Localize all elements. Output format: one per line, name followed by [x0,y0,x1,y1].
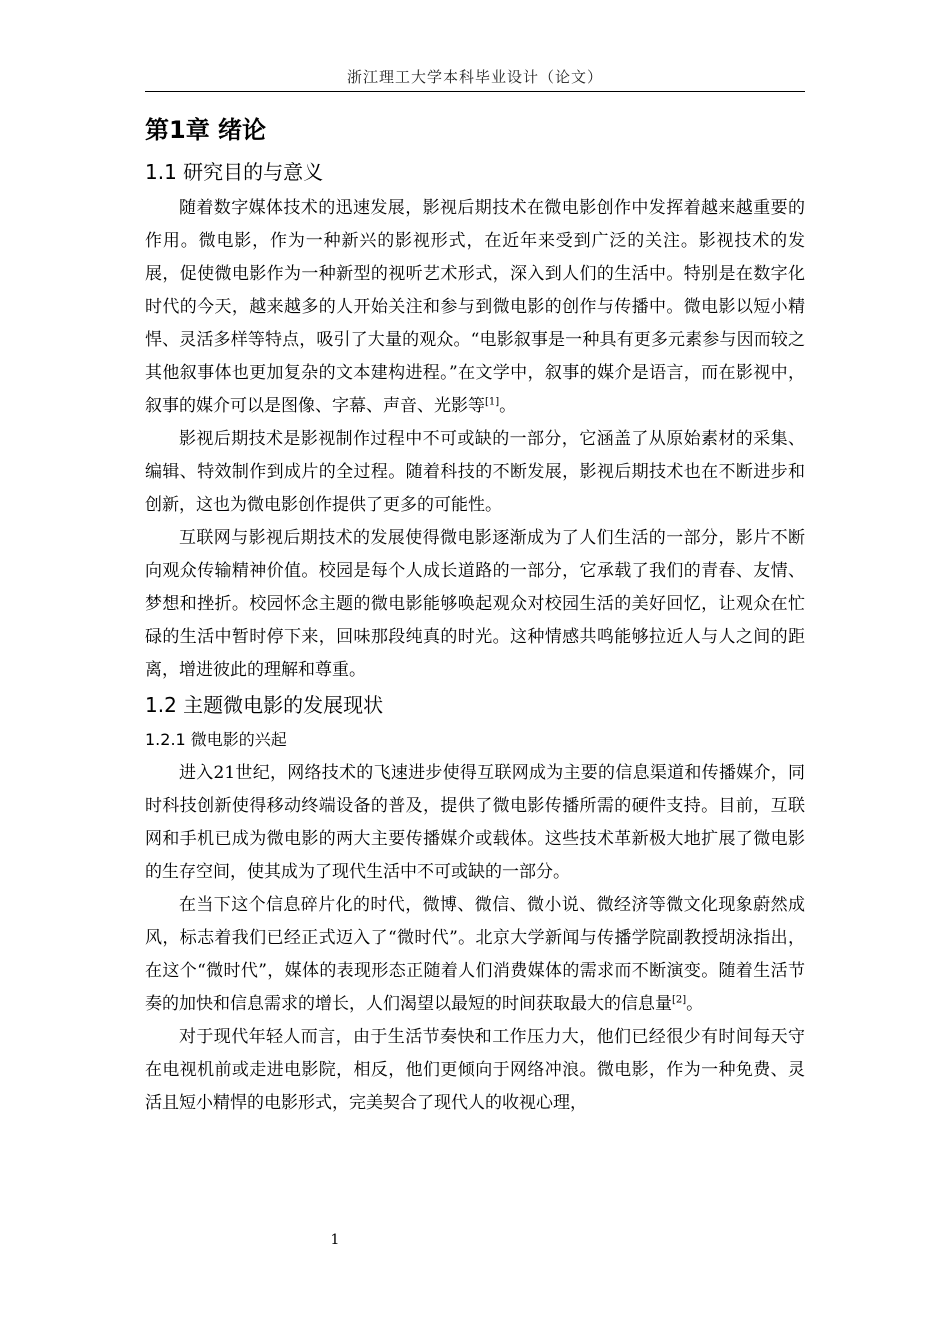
section-1-2-1-paragraph-2 [145,889,805,1021]
section-1-2-title: 1.2 主题微电影的发展现状 [145,693,384,717]
chapter-title: 第1章 绪论 [145,116,267,144]
section-1-2-1-paragraph-3: 对于现代年轻人而言，由于生活节奏快和工作压力大，他们已经很少有时间每天守在电视机前或走进电影院，相反，他们更倾向于网络冲浪。微电影，作为一种免费、灵活且短小精悍的电影形式，完美契合了现代人的收视心理， [145,1027,805,1113]
section-1-2-1-paragraph-1: 进入21世纪，网络技术的飞速进步使得互联网成为主要的信息渠道和传播媒介，同时科技创新使得移动终端设备的普及，提供了微电影传播所需的硬件支持。目前，互联网和手机已成为微电影的两大主要传播媒介或载体。这些技术革新极大地扩展了微电影的生存空间，使其成为了现代生活中不可或缺的一部分。 [145,763,805,882]
paragraph-text: 随着数字媒体技术的迅速发展，影视后期技术在微电影创作中发挥着越来越重要的作用。微电影，作为一种新兴的影视形式，在近年来受到广泛的关注。影视技术的发展，促使微电影作为一种新型的视听艺术形式，深入到人们的生活中。特别是在数字化时代的今天，越来越多的人开始关注和参与到微电影的创作与传播中。微电影以短小精悍、灵活多样等特点，吸引了大量的观众。“电影叙事是一种具有更多元素参与因而较之其他叙事体也更加复杂的文本建构进程。”在文学中，叙事的媒介是语言，而在影视中，叙事的媒介可以是图像、字幕、声音、光影等 [145,198,805,416]
section-1-1-paragraph-3: 互联网与影视后期技术的发展使得微电影逐渐成为了人们生活的一部分，影片不断向观众传输精神价值。校园是每个人成长道路的一部分，它承载了我们的青春、友情、梦想和挫折。校园怀念主题的微电影能够唤起观众对校园生活的美好回忆，让观众在忙碌的生活中暂时停下来，回味那段纯真的时光。这种情感共鸣能够拉近人与人之间的距离，增进彼此的理解和尊重。 [145,528,805,680]
page-number: 1 [330,1232,340,1248]
paragraph-end: 。 [499,396,517,416]
section-1-1-title: 1.1 研究目的与意义 [145,160,324,184]
section-1-2-1-title: 1.2.1 微电影的兴起 [145,730,287,749]
paragraph-end: 。 [686,994,704,1014]
citation-2: [2] [672,994,687,1006]
paragraph-text: 在当下这个信息碎片化的时代，微博、微信、微小说、微经济等微文化现象蔚然成风，标志着我们已经正式迈入了“微时代”。北京大学新闻与传播学院副教授胡泳指出，在这个“微时代”，媒体的表现形态正随着人们消费媒体的需求而不断演变。随着生活节奏的加快和信息需求的增长，人们渴望以最短的时间获取最大的信息量 [145,895,805,1014]
page-content [145,112,805,1120]
section-1-1-paragraph-2: 影视后期技术是影视制作过程中不可或缺的一部分，它涵盖了从原始素材的采集、编辑、特效制作到成片的全过程。随着科技的不断发展，影视后期技术也在不断进步和创新，这也为微电影创作提供了更多的可能性。 [145,429,805,515]
citation-1: [1] [485,396,500,408]
page-header: 浙江理工大学本科毕业设计（论文） [145,66,805,92]
section-1-1-paragraph-1 [145,192,805,423]
